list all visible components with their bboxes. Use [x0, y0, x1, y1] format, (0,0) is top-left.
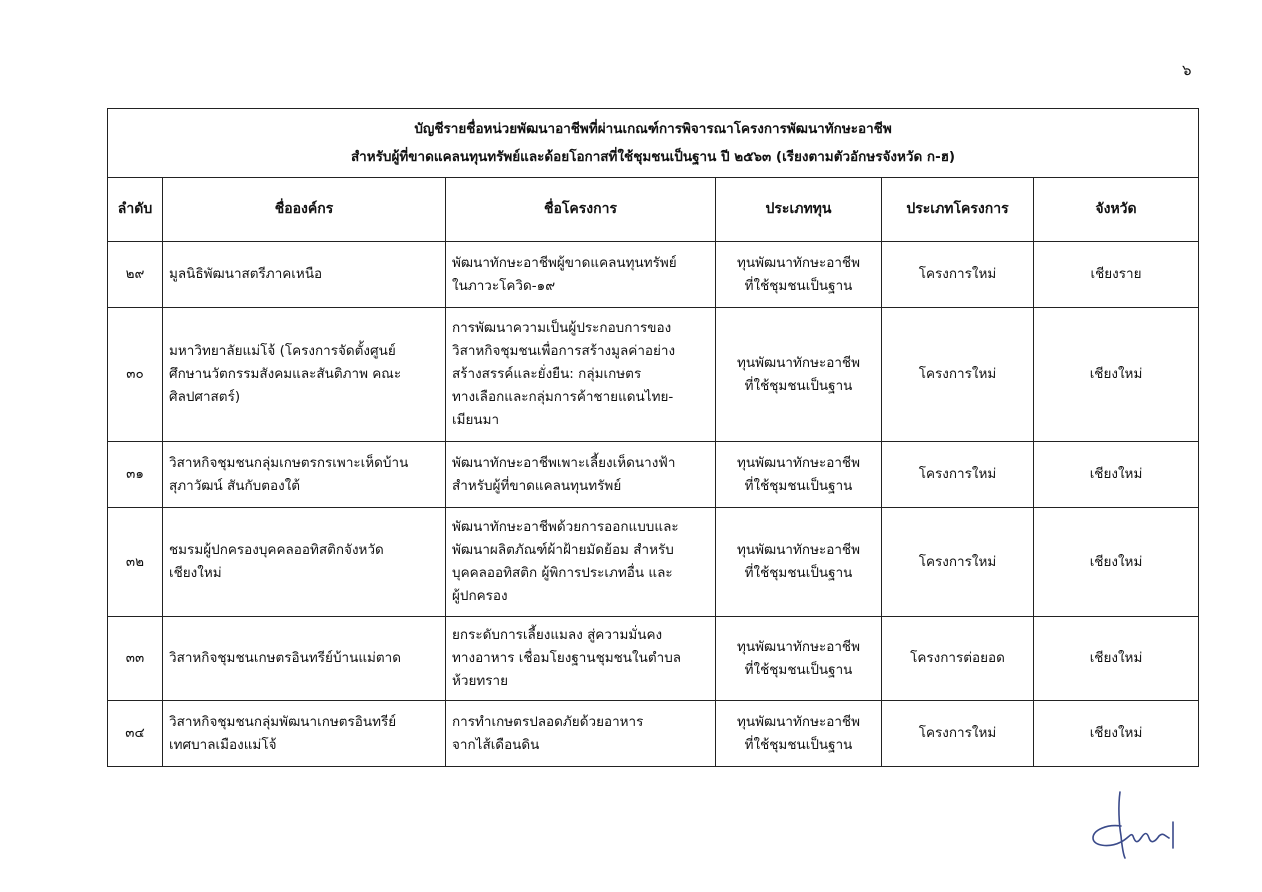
org-line: ชมรมผู้ปกครองบุคคลออทิสติกจังหวัด	[169, 542, 384, 558]
project-line: ห้วยทราย	[452, 673, 509, 689]
title-line-2: สำหรับผู้ที่ขาดแคลนทุนทรัพย์และด้อยโอกาสที่ใช้ชุมชนเป็นฐาน ปี ๒๕๖๓ (เรียงตามตัวอักษรจังหวัด ก-ฮ)	[350, 149, 956, 165]
row-project-type: โครงการต่อยอด	[882, 617, 1034, 701]
row-org	[163, 308, 446, 442]
row-project	[446, 617, 716, 701]
row-province: เชียงราย	[1034, 242, 1199, 308]
row-org	[163, 701, 446, 767]
page-number: ๖	[1182, 61, 1192, 79]
org-line: เทศบาลเมืองแม่โจ้	[169, 736, 277, 753]
row-province: เชียงใหม่	[1034, 508, 1199, 617]
fund-line: ทุนพัฒนาทักษะอาชีพ	[736, 542, 860, 558]
project-line: ผู้ปกครอง	[452, 588, 508, 604]
row-project-type: โครงการใหม่	[882, 308, 1034, 442]
fund-line: ที่ใช้ชุมชนเป็นฐาน	[744, 477, 853, 494]
row-org	[163, 242, 446, 308]
project-line: การทำเกษตรปลอดภัยด้วยอาหาร	[452, 713, 644, 730]
fund-line: ที่ใช้ชุมชนเป็นฐาน	[744, 277, 853, 294]
row-no: ๓๒	[108, 508, 163, 617]
project-line: สำหรับผู้ที่ขาดแคลนทุนทรัพย์	[452, 477, 622, 494]
org-line: วิสาหกิจชุมชนกลุ่มเกษตรกรเพาะเห็ดบ้าน	[169, 454, 409, 471]
table-row	[108, 308, 1199, 442]
column-header-row	[108, 178, 1199, 242]
project-line: ทางเลือกและกลุ่มการค้าชายแดนไทย-	[452, 389, 674, 405]
header-project-type: ประเภทโครงการ	[882, 178, 1034, 242]
row-project-type: โครงการใหม่	[882, 508, 1034, 617]
row-org	[163, 617, 446, 701]
row-project	[446, 242, 716, 308]
table-row	[108, 701, 1199, 767]
row-fund	[716, 242, 882, 308]
org-line: มหาวิทยาลัยแม่โจ้ (โครงการจัดตั้งศูนย์	[169, 343, 396, 359]
title-line-1: บัญชีรายชื่อหน่วยพัฒนาอาชีพที่ผ่านเกณฑ์การพิจารณาโครงการพัฒนาทักษะอาชีพ	[414, 121, 892, 137]
row-province: เชียงใหม่	[1034, 308, 1199, 442]
table-row	[108, 617, 1199, 701]
fund-line: ที่ใช้ชุมชนเป็นฐาน	[744, 661, 853, 678]
table-row	[108, 442, 1199, 508]
fund-line: ทุนพัฒนาทักษะอาชีพ	[736, 713, 860, 730]
row-province: เชียงใหม่	[1034, 701, 1199, 767]
fund-line: ทุนพัฒนาทักษะอาชีพ	[736, 254, 860, 271]
project-line: พัฒนาทักษะอาชีพเพาะเลี้ยงเห็ดนางฟ้า	[452, 454, 676, 471]
header-org: ชื่อองค์กร	[163, 178, 446, 242]
row-no: ๒๙	[108, 242, 163, 308]
row-province: เชียงใหม่	[1034, 617, 1199, 701]
row-no: ๓๑	[108, 442, 163, 508]
row-fund	[716, 701, 882, 767]
project-line: จากไส้เดือนดิน	[452, 736, 540, 753]
row-project-type: โครงการใหม่	[882, 442, 1034, 508]
project-line: พัฒนาทักษะอาชีพผู้ขาดแคลนทุนทรัพย์	[452, 254, 677, 271]
table-row	[108, 242, 1199, 308]
project-list-table	[107, 108, 1199, 767]
project-line: ทางอาหาร เชื่อมโยงฐานชุมชนในตำบล	[452, 650, 682, 666]
row-fund	[716, 617, 882, 701]
org-line: สุภาวัฒน์ สันกับตองใต้	[169, 477, 301, 494]
org-line: วิสาหกิจชุมชนกลุ่มพัฒนาเกษตรอินทรีย์	[169, 713, 397, 730]
project-line: ในภาวะโควิด-๑๙	[452, 277, 556, 294]
header-province: จังหวัด	[1034, 178, 1199, 242]
header-project: ชื่อโครงการ	[446, 178, 716, 242]
row-fund	[716, 508, 882, 617]
fund-line: ที่ใช้ชุมชนเป็นฐาน	[744, 565, 853, 581]
fund-line: ทุนพัฒนาทักษะอาชีพ	[736, 454, 860, 471]
row-fund	[716, 308, 882, 442]
fund-line: ทุนพัฒนาทักษะอาชีพ	[736, 638, 860, 655]
org-line: เชียงใหม่	[169, 565, 222, 581]
signature-icon	[1085, 786, 1180, 861]
row-org	[163, 442, 446, 508]
table-title	[108, 109, 1199, 178]
project-line: พัฒนาผลิตภัณฑ์ผ้าฝ้ายมัดย้อม สำหรับ	[452, 542, 674, 558]
row-province: เชียงใหม่	[1034, 442, 1199, 508]
row-no: ๓๐	[108, 308, 163, 442]
org-line: ศึกษานวัตกรรมสังคมและสันติภาพ คณะ	[169, 366, 402, 382]
row-org	[163, 508, 446, 617]
row-fund	[716, 442, 882, 508]
row-project	[446, 442, 716, 508]
header-no: ลำดับ	[108, 178, 163, 242]
project-line: ยกระดับการเลี้ยงแมลง สู่ความมั่นคง	[452, 627, 663, 643]
fund-line: ที่ใช้ชุมชนเป็นฐาน	[744, 377, 853, 394]
fund-line: ทุนพัฒนาทักษะอาชีพ	[736, 354, 860, 371]
table-row	[108, 508, 1199, 617]
project-line: พัฒนาทักษะอาชีพด้วยการออกแบบและ	[452, 519, 679, 535]
row-project-type: โครงการใหม่	[882, 242, 1034, 308]
row-no: ๓๓	[108, 617, 163, 701]
row-no: ๓๔	[108, 701, 163, 767]
project-line: เมียนมา	[452, 412, 500, 428]
row-project-type: โครงการใหม่	[882, 701, 1034, 767]
org-line: ศิลปศาสตร์)	[169, 389, 241, 405]
org-line: มูลนิธิพัฒนาสตรีภาคเหนือ	[169, 266, 323, 282]
project-line: การพัฒนาความเป็นผู้ประกอบการของ	[452, 320, 672, 336]
row-project	[446, 508, 716, 617]
row-project	[446, 308, 716, 442]
row-project	[446, 701, 716, 767]
project-line: สร้างสรรค์และยั่งยืน: กลุ่มเกษตร	[452, 366, 642, 382]
fund-line: ที่ใช้ชุมชนเป็นฐาน	[744, 736, 853, 753]
project-line: บุคคลออทิสติก ผู้พิการประเภทอื่น และ	[452, 565, 673, 581]
project-line: วิสาหกิจชุมชนเพื่อการสร้างมูลค่าอย่าง	[452, 343, 676, 359]
org-line: วิสาหกิจชุมชนเกษตรอินทรีย์บ้านแม่ตาด	[169, 650, 402, 666]
header-fund-type: ประเภททุน	[716, 178, 882, 242]
